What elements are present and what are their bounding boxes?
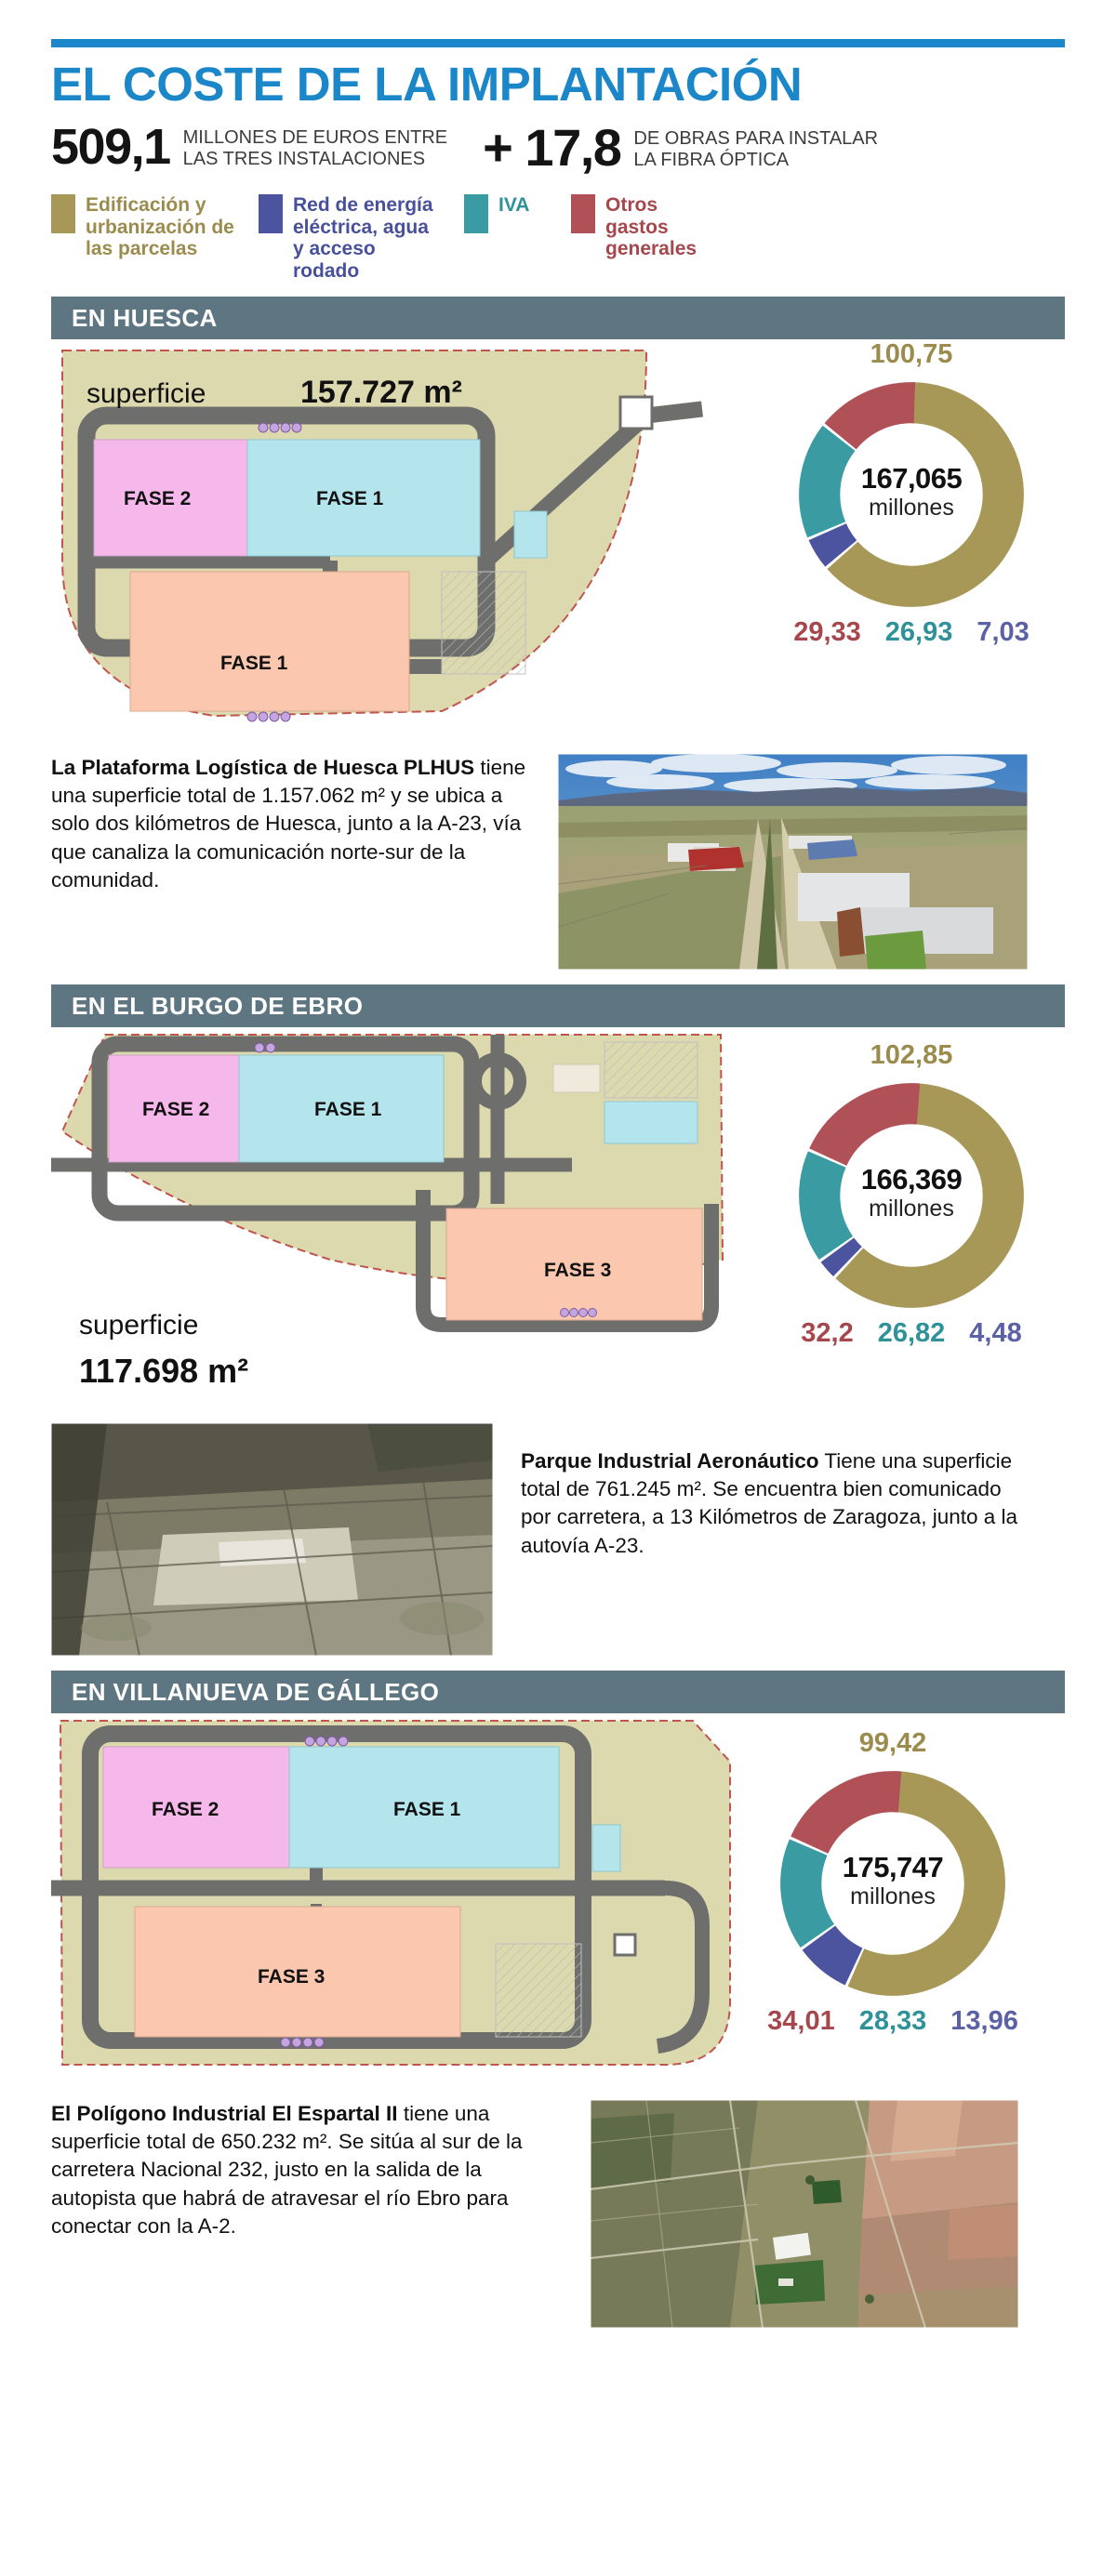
superficie-value-burgo: 117.698 m² bbox=[79, 1352, 249, 1391]
donut-svg-huesca bbox=[790, 374, 1032, 615]
site-plan-villanueva bbox=[51, 1713, 739, 2085]
donut-total-burgo: 166,369 bbox=[860, 1163, 963, 1196]
site-plan-burgo-de-ebro bbox=[51, 1027, 758, 1408]
phase-label-villanueva-2: FASE 3 bbox=[258, 1966, 326, 1988]
donut-total-huesca: 167,065 bbox=[860, 462, 963, 495]
phase-label-huesca-0: FASE 2 bbox=[124, 488, 192, 510]
legend-label-iva: IVA bbox=[498, 194, 530, 217]
section-title-villanueva: EN VILLANUEVA DE GÁLLEGO bbox=[72, 1677, 440, 1706]
description-rest-burgo: Tiene una superficie total de 761.245 m². Se encuentra bien comunicado por carretera, a 13 Kilómetros de Zaragoza, junto a la autovía A-23. bbox=[521, 1449, 1018, 1557]
donut-chart-burgo-de-ebro bbox=[758, 1040, 1065, 1349]
legend-swatch-iva bbox=[464, 194, 488, 233]
donut-bottom-labels-villanueva bbox=[739, 2006, 1046, 2037]
legend-item-edificacion bbox=[51, 194, 234, 260]
donut-unit-villanueva: millones bbox=[850, 1883, 936, 1910]
section-burgo-de-ebro bbox=[51, 984, 1065, 1656]
stat-total-cost bbox=[51, 119, 448, 176]
description-bold-huesca: La Plataforma Logística de Huesca PLHUS bbox=[51, 756, 475, 780]
headline-stats bbox=[51, 118, 1065, 178]
donut-svg-burgo bbox=[790, 1075, 1032, 1316]
legend-swatch-edificacion bbox=[51, 194, 75, 233]
description-text-huesca bbox=[51, 754, 558, 894]
donut-total-villanueva: 175,747 bbox=[842, 1851, 944, 1884]
site-plan-huesca bbox=[51, 339, 758, 739]
infographic-page bbox=[0, 39, 1116, 2328]
donut-bottom-labels-huesca bbox=[758, 617, 1065, 648]
donut-chart-huesca bbox=[758, 339, 1065, 648]
donut-label-otros-burgo: 32,2 bbox=[801, 1318, 854, 1349]
stat-fiber-cost-desc-line1: DE OBRAS PARA INSTALAR bbox=[633, 128, 879, 150]
legend-item-red-energia bbox=[259, 194, 440, 282]
donut-label-red-energia-villanueva: 13,96 bbox=[950, 2006, 1018, 2037]
description-rest-huesca: tiene una superficie total de 1.157.062 m² y se ubica a solo dos kilómetros de Huesca, junto a la A-23, vía que canaliza la comunicación norte-sur de la comunidad. bbox=[51, 756, 526, 892]
superficie-label-huesca: superficie bbox=[86, 378, 206, 410]
section-bar-villanueva bbox=[51, 1671, 1065, 1713]
legend-item-otros-gastos bbox=[571, 194, 708, 260]
section-huesca bbox=[51, 297, 1065, 970]
site-row-huesca bbox=[51, 339, 1065, 739]
phase-label-villanueva-0: FASE 2 bbox=[152, 1799, 219, 1821]
description-row-burgo-de-ebro bbox=[51, 1423, 1065, 1656]
description-text-villanueva bbox=[51, 2100, 591, 2240]
description-rest-villanueva: tiene una superficie total de 650.232 m². Se sitúa al sur de la carretera Nacional 232, justo en la salida de la autopista que habrá de atravesar el río Ebro para conectar con la A-2. bbox=[51, 2102, 523, 2238]
description-row-villanueva bbox=[51, 2100, 1065, 2328]
superficie-label-burgo: superficie bbox=[79, 1310, 199, 1341]
phase-label-burgo-0: FASE 2 bbox=[142, 1099, 210, 1121]
top-rule bbox=[51, 39, 1065, 47]
donut-label-iva-villanueva: 28,33 bbox=[858, 2006, 927, 2037]
description-bold-burgo: Parque Industrial Aeronáutico bbox=[521, 1449, 819, 1473]
stat-total-cost-desc bbox=[183, 127, 448, 169]
photo-villanueva bbox=[591, 2100, 1018, 2328]
donut-svg-villanueva bbox=[772, 1763, 1014, 2004]
site-row-villanueva bbox=[51, 1713, 1065, 2085]
donut-label-edificacion-burgo: 102,85 bbox=[870, 1040, 953, 1071]
legend-swatch-otros-gastos bbox=[571, 194, 595, 233]
stat-total-cost-value: 509,1 bbox=[51, 119, 170, 176]
donut-label-red-energia-burgo: 4,48 bbox=[969, 1318, 1022, 1349]
legend-label-red-energia: Red de energía eléctrica, agua y acceso rodado bbox=[293, 194, 433, 282]
phase-label-huesca-1: FASE 1 bbox=[316, 488, 384, 510]
donut-unit-burgo: millones bbox=[869, 1196, 954, 1222]
section-title-burgo-de-ebro: EN EL BURGO DE EBRO bbox=[72, 991, 364, 1020]
section-bar-huesca bbox=[51, 297, 1065, 339]
legend-item-iva bbox=[464, 194, 547, 233]
donut-unit-huesca: millones bbox=[869, 495, 954, 522]
page-title: EL COSTE DE LA IMPLANTACIÓN bbox=[51, 58, 803, 111]
stat-total-cost-desc-line2: LAS TRES INSTALACIONES bbox=[182, 148, 426, 169]
phase-label-huesca-2: FASE 1 bbox=[220, 653, 288, 675]
section-villanueva-de-gallego bbox=[51, 1671, 1065, 2328]
photo-huesca bbox=[558, 754, 1028, 970]
donut-chart-villanueva bbox=[739, 1728, 1046, 2037]
donut-label-edificacion-villanueva: 99,42 bbox=[858, 1728, 927, 1759]
stat-fiber-cost-desc-line2: LA FIBRA ÓPTICA bbox=[633, 149, 790, 170]
description-row-huesca bbox=[51, 754, 1065, 970]
stat-fiber-cost-desc bbox=[633, 128, 878, 170]
donut-label-otros-huesca: 29,33 bbox=[793, 617, 861, 648]
donut-label-edificacion-huesca: 100,75 bbox=[870, 339, 953, 370]
phase-label-villanueva-1: FASE 1 bbox=[393, 1799, 461, 1821]
photo-burgo-de-ebro bbox=[51, 1423, 493, 1656]
legend-swatch-red-energia bbox=[259, 194, 283, 233]
section-bar-burgo-de-ebro bbox=[51, 984, 1065, 1027]
donut-label-iva-huesca: 26,93 bbox=[884, 617, 953, 648]
donut-bottom-labels-burgo bbox=[758, 1318, 1065, 1349]
stat-total-cost-desc-line1: MILLONES DE EUROS ENTRE bbox=[182, 127, 448, 149]
donut-label-iva-burgo: 26,82 bbox=[877, 1318, 946, 1349]
section-title-huesca: EN HUESCA bbox=[72, 303, 218, 332]
legend-label-otros-gastos: Otros gastos generales bbox=[605, 194, 698, 260]
site-row-burgo-de-ebro bbox=[51, 1027, 1065, 1408]
legend bbox=[51, 194, 1065, 282]
description-bold-villanueva: El Polígono Industrial El Espartal II bbox=[51, 2102, 398, 2126]
donut-label-red-energia-huesca: 7,03 bbox=[976, 617, 1030, 648]
description-text-burgo-de-ebro bbox=[493, 1423, 1032, 1560]
legend-label-edificacion: Edificación y urbanización de las parcelas bbox=[86, 194, 234, 260]
superficie-value-huesca: 157.727 m² bbox=[300, 375, 462, 411]
phase-label-burgo-1: FASE 1 bbox=[314, 1099, 382, 1121]
phase-label-burgo-2: FASE 3 bbox=[544, 1260, 612, 1282]
stat-fiber-cost-value: + 17,8 bbox=[483, 118, 621, 178]
stat-fiber-cost bbox=[483, 118, 879, 178]
donut-label-otros-villanueva: 34,01 bbox=[767, 2006, 835, 2037]
